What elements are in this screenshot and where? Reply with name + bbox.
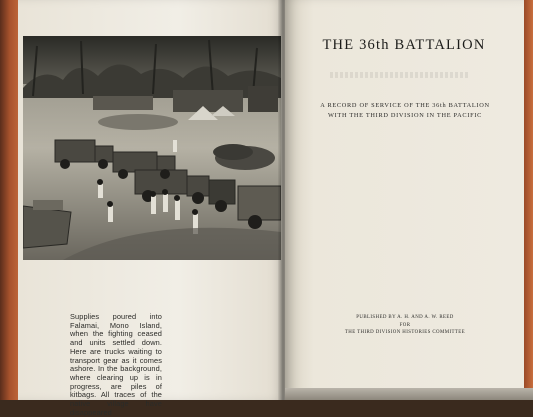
- war-photograph: [23, 36, 281, 260]
- publisher-line-1: PUBLISHED BY A. H. AND A. W. REED: [356, 315, 454, 320]
- show-through-text: [330, 72, 470, 78]
- photo-caption: Supplies poured into Falamai, Mono Island, when the fighting ceased and units settled down. Here are trucks waiting to transport gear as it comes ashore. In the background, where clearing up is in progress, are piles of kitbags. All traces of the native village have disappeared: [70, 312, 162, 417]
- subtitle-line-1: A RECORD OF SERVICE OF THE 36th BATTALION: [320, 102, 490, 109]
- book-cover-edge-right: [524, 0, 533, 400]
- book-subtitle: [300, 101, 510, 120]
- subtitle-line-2: WITH THE THIRD DIVISION IN THE PACIFIC: [327, 111, 483, 119]
- book-title: THE 36th BATTALION: [322, 37, 486, 53]
- book-bottom-board: [285, 388, 533, 400]
- publisher-line-2: FOR: [399, 322, 411, 328]
- publisher-imprint: [300, 314, 510, 337]
- publisher-line-3: THE THIRD DIVISION HISTORIES COMMITTEE: [344, 330, 466, 336]
- title-page: [285, 0, 525, 400]
